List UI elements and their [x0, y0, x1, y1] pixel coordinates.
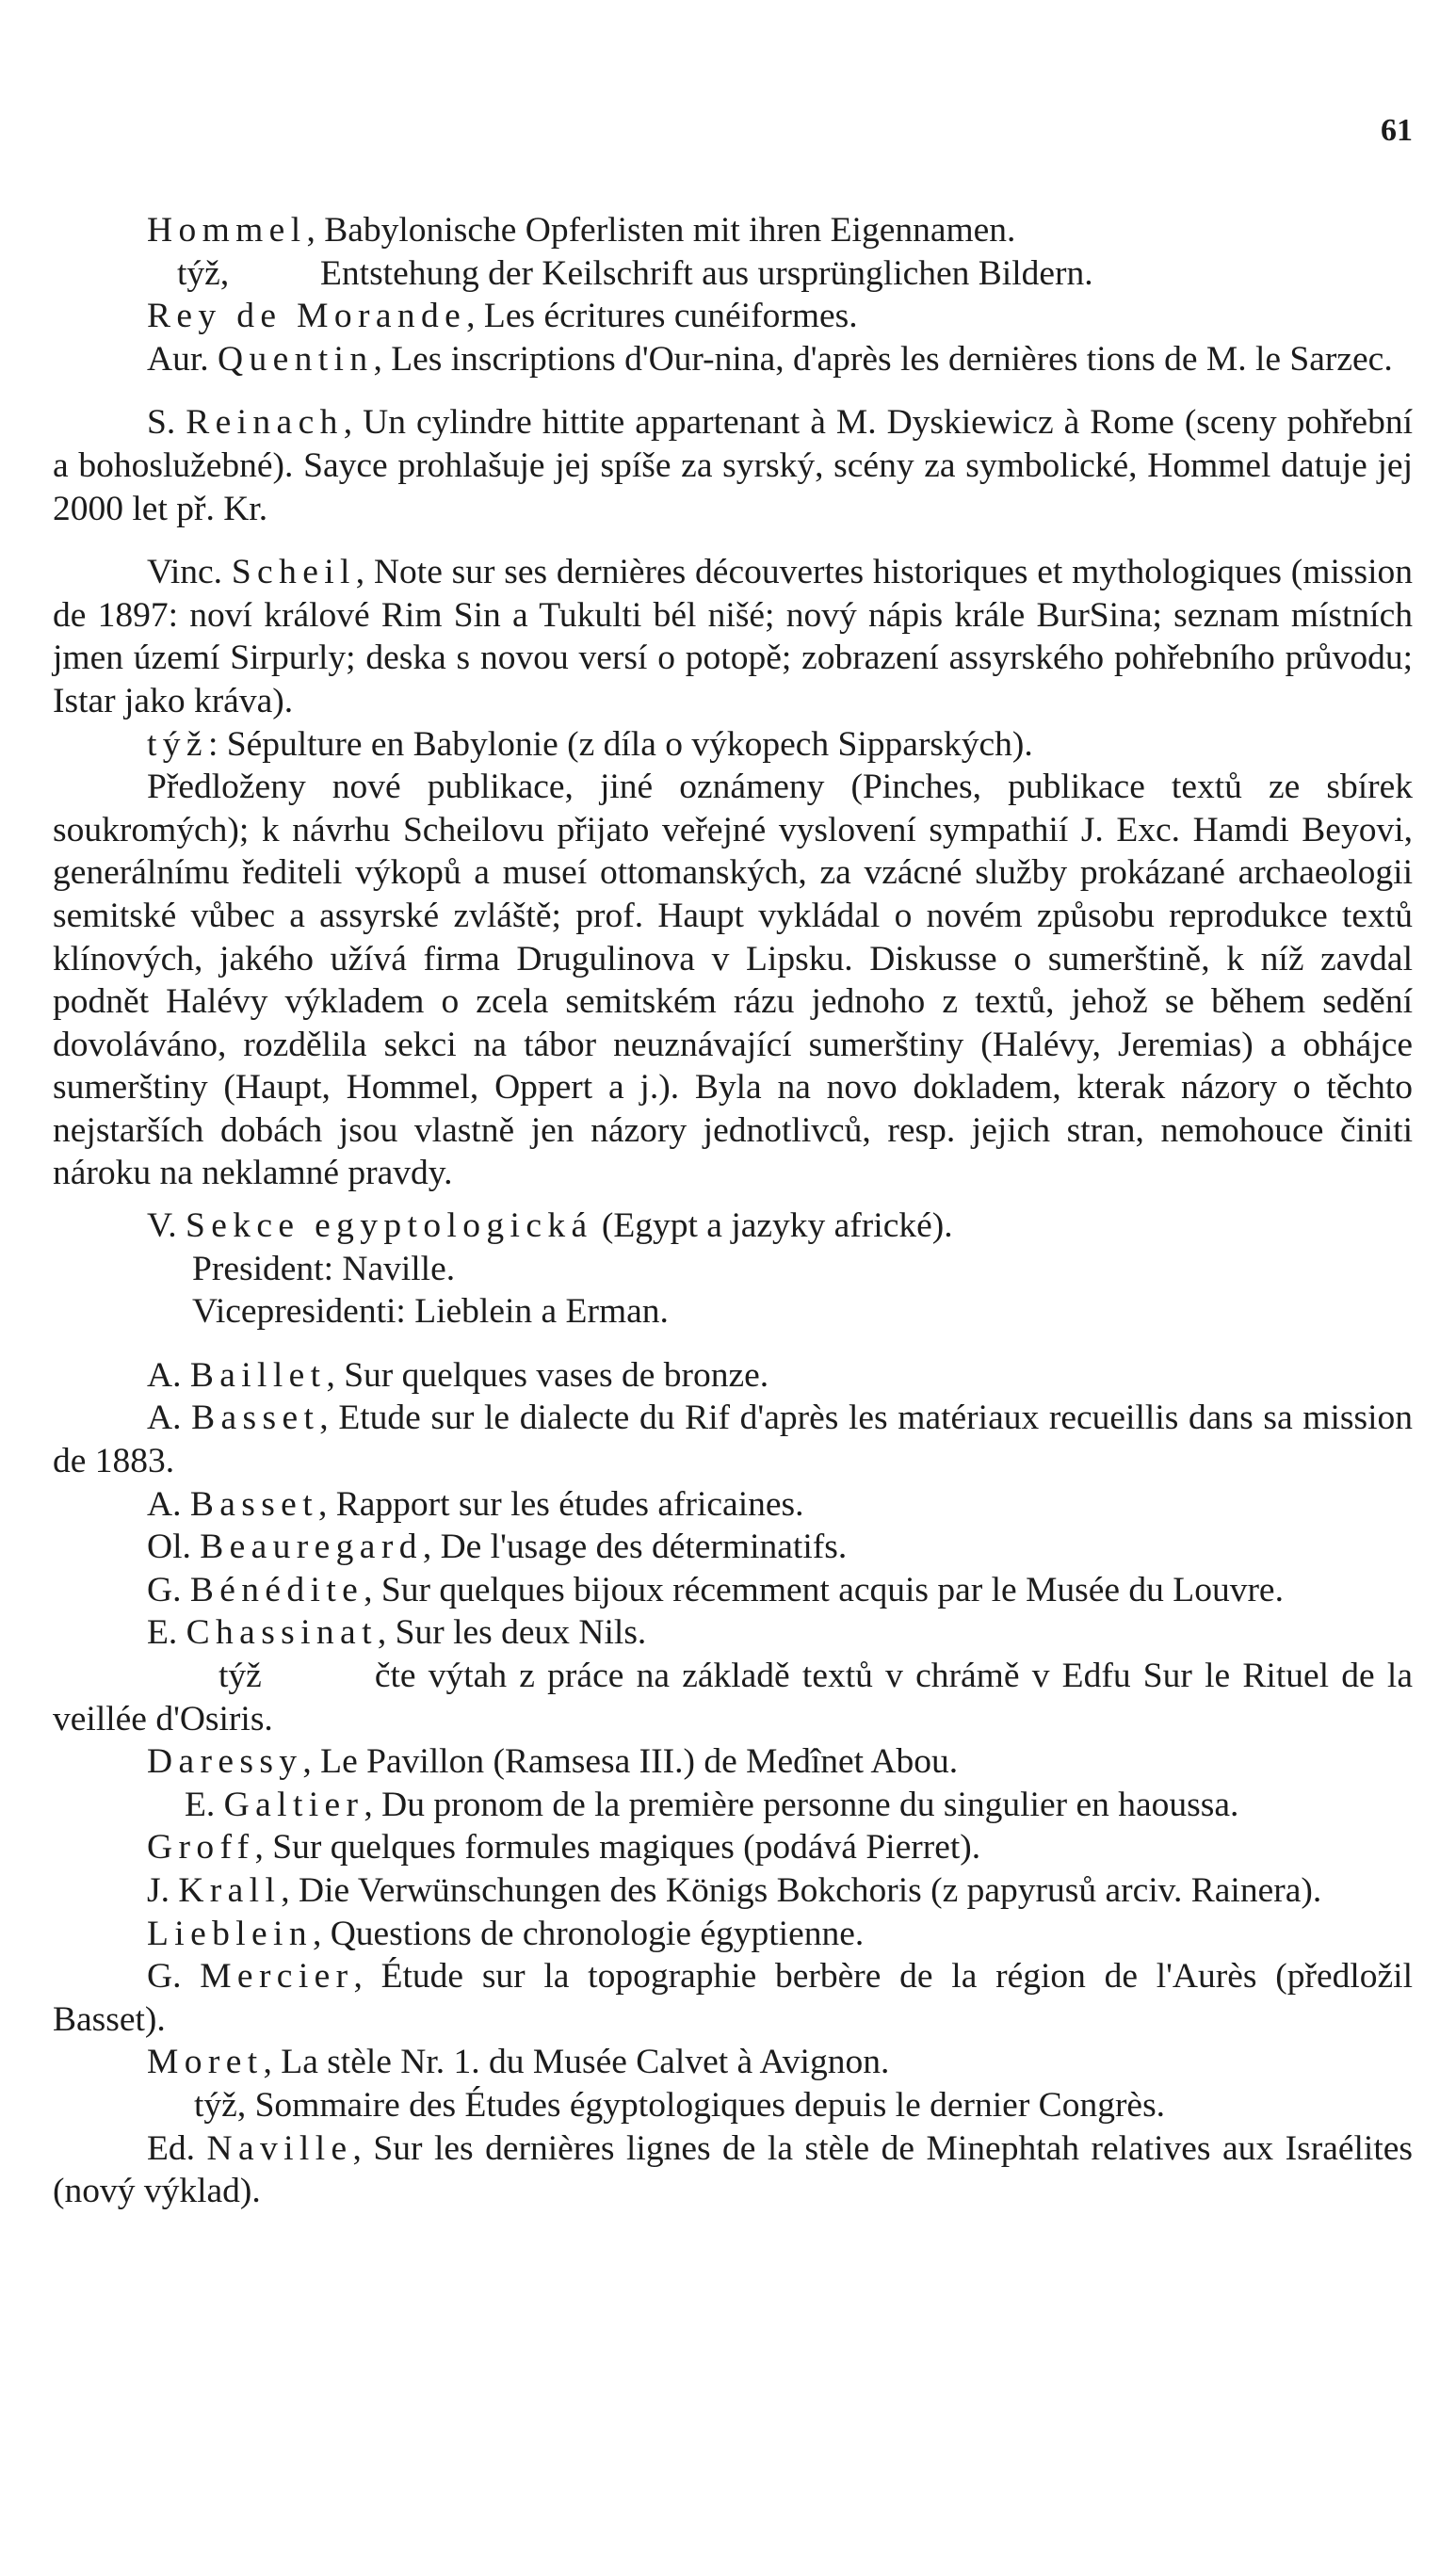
entry-mercier: G. Mercier, Étude sur la topographie berbère de la région de l'Aurès (předložil Basset). [53, 1957, 1413, 2039]
entry-tyz-3: týž čte výtah z práce na základě textů v chrámě v Edfu Sur le Rituel de la veillée d'Osiris. [53, 1657, 1413, 1738]
entry-hommel: Hommel, Babylonische Opferlisten mit ihren Eigennamen. [147, 211, 1016, 250]
entry-groff: Groff, Sur quelques formules magiques (podává Pierret). [147, 1828, 981, 1868]
entry-reinach: S. Reinach, Un cylindre hittite appartenant à M. Dyskiewicz à Rome (sceny pohřební a bohoslužebné). Sayce prohlašuje jej spíše za syrský, scény za symbolické, Hommel datuje jej 2000 let př. Kr. [53, 403, 1413, 528]
entry-chassinat: E. Chassinat, Sur les deux Nils. [147, 1613, 647, 1653]
entry-basset-2: A. Basset, Rapport sur les études africaines. [147, 1484, 804, 1524]
paragraph-predlozeny: Předloženy nové publikace, jiné oznámeny (Pinches, publikace textů ze sbírek soukromých); k návrhu Scheilovu přijato veřejné vyslovení sympathií J. Exc. Hamdi Beyovi, generálnímu řediteli výkopů a museí ottomanských, za vzácné služby prokázané archaeologii semitské vůbec a assyrské zvláště; prof. Haupt vykládal o novém způsobu reprodukce textů klínových, jakého užívá firma Drugulinova v Lipsku. Diskusse o sumerštině, k níž zavdal podnět Halévy výkladem o zcela semitském rázu jednoho z textů, jehož se během sedění dovoláváno, rozdělila sekci na tábor neuznávající sumerštiny (Halévy, Jeremias) a obhájce sumerštiny (Haupt, Hommel, Oppert a j.). Byla na novo dokladem, kterak názory o těchto nejstarších dobách jsou vlastně jen názory jednotlivců, resp. jejich stran, nemohouce činiti nároku na neklamné pravdy. [53, 768, 1413, 1193]
entry-krall: J. Krall, Die Verwünschungen des Königs Bokchoris (z papyrusů arciv. Rainera). [147, 1870, 1322, 1910]
entry-benedite: G. Bénédite, Sur quelques bijoux récemment acquis par le Musée du Louvre. [147, 1570, 1284, 1609]
entry-moret: Moret, La stèle Nr. 1. du Musée Calvet à Avignon. [147, 2043, 890, 2082]
entry-baillet: A. Baillet, Sur quelques vases de bronze. [147, 1355, 769, 1395]
entry-rey-de-morande: Rey de Morande, Les écritures cunéiformes. [147, 297, 858, 336]
section-v-heading: V. Sekce egyptologická (Egypt a jazyky africké). [147, 1206, 953, 1246]
page-number: 61 [1381, 113, 1413, 148]
entry-scheil: Vinc. Scheil, Note sur ses dernières découvertes historiques et mythologiques (mission de 1897: noví králové Rim Sin a Tukulti bél nišé; nový nápis krále BurSina; seznam místních jmen území Sirpurly; deska s novou versí o potopě; zobrazení assyrského pohřebního průvodu; Istar jako kráva). [53, 553, 1413, 720]
section-vicepresidenti: Vicepresidenti: Lieblein a Erman. [192, 1292, 669, 1332]
section-president: President: Naville. [192, 1249, 456, 1288]
page-body [53, 209, 1413, 2213]
entry-naville: Ed. Naville, Sur les dernières lignes de la stèle de Minephtah relatives aux Israélites (nový výklad). [53, 2128, 1413, 2211]
entry-tyz-2: týž: Sépulture en Babylonie (z díla o výkopech Sipparských). [147, 724, 1033, 764]
entry-galtier: E. Galtier, Du pronom de la première personne du singulier en haoussa. [185, 1785, 1239, 1824]
entry-quentin: Aur. Quentin, Les inscriptions d'Our-nina, d'après les dernières tions de M. le Sarzec. [147, 339, 1393, 379]
entry-beauregard: Ol. Beauregard, De l'usage des déterminatifs. [147, 1528, 848, 1567]
entry-tyz-4: týž, Sommaire des Études égyptologiques depuis le dernier Congrès. [194, 2085, 1166, 2125]
entry-lieblein: Lieblein, Questions de chronologie égyptienne. [147, 1914, 865, 1953]
entry-basset-1: A. Basset, Etude sur le dialecte du Rif d'après les matériaux recueillis dans sa mission de 1883. [53, 1399, 1413, 1481]
entry-tyz-1: týž, Entstehung der Keilschrift aus ursprünglichen Bildern. [177, 253, 1093, 293]
entry-daressy: Daressy, Le Pavillon (Ramsesa III.) de Medînet Abou. [147, 1742, 959, 1782]
